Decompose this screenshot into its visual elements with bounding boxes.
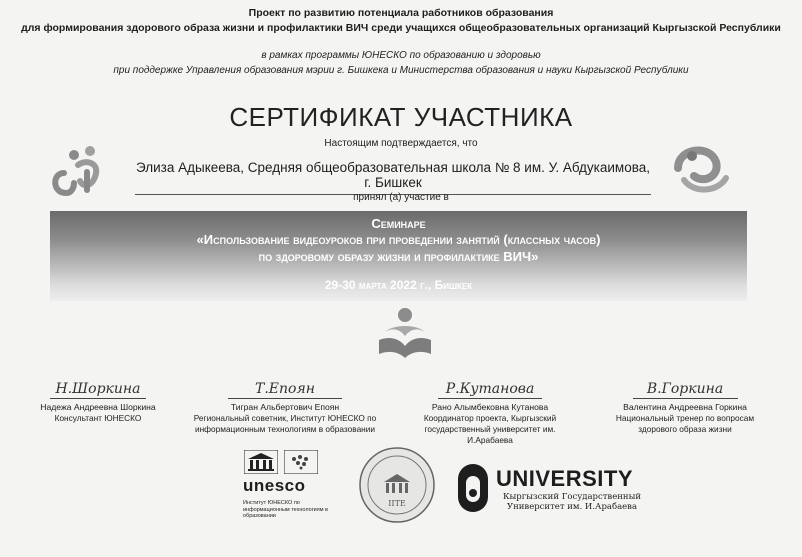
university-name: Кыргызский Государственный Университет им. И.Арабаева [502, 492, 642, 512]
unesco-temple-icon [244, 450, 278, 474]
signer-role-4: Национальный тренер по вопросам здорового образа жизни [615, 413, 755, 434]
signature-block-1 [38, 380, 158, 424]
signature-3: Р.Кутанова [445, 381, 535, 397]
seminar-banner [50, 211, 747, 301]
signature-4: В.Горкина [646, 381, 724, 397]
seminar-label: Семинаре [371, 216, 426, 231]
certificate-title: СЕРТИФИКАТ УЧАСТНИКА [229, 102, 573, 132]
signer-name-2: Тигран Альбертович Епоян [230, 402, 340, 412]
unesco-wordmark: unesco [243, 476, 306, 495]
signature-block-3 [410, 380, 570, 446]
participant-name: Элиза Адыкеева, Средняя общеобразовательная школа № 8 им. У. Абдукаимова, г. Бишкек [135, 160, 651, 195]
signer-name-4: Валентина Андреевна Горкина [623, 402, 747, 412]
signer-name-1: Надежа Андреевна Шоркина [40, 402, 156, 412]
education-emblem-icon [375, 306, 435, 360]
seminar-title-line1: «Использование видеоуроков при проведении занятий (классных часов) [196, 232, 601, 247]
project-subtitle: для формирования здорового образа жизни и профилактики ВИЧ среди учащихся общеобразовательных организаций Кыргызской Республики [21, 22, 781, 34]
university-emblem-icon [456, 462, 490, 514]
unesco-institute-text: Институт ЮНЕСКО по информационным технологиям в образовании [243, 500, 328, 519]
signer-name-3: Рано Алымбековна Кутанова [431, 402, 549, 412]
project-title: Проект по развитию потенциала работников образования [248, 7, 554, 19]
signer-role-2: Региональный советник, Институт ЮНЕСКО по информационным технологиям в образовании [193, 413, 377, 434]
seminar-date: 29-30 марта 2022 г., Бишкек [324, 278, 473, 292]
signer-role-1: Консультант ЮНЕСКО [54, 413, 142, 423]
right-emblem-icon [670, 140, 732, 200]
signature-block-2 [190, 380, 380, 435]
unesco-heart-icon [284, 450, 318, 474]
university-wordmark: UNIVERSITY [496, 466, 634, 491]
signature-block-4 [610, 380, 760, 435]
accepted-text: принял (а) участие в [353, 192, 449, 203]
iite-seal-icon [358, 446, 436, 524]
confirm-text: Настоящим подтверждается, что [324, 138, 478, 149]
signer-role-3: Координатор проекта, Кыргызский государственный университет им. И.Арабаева [423, 413, 557, 445]
left-emblem-icon [50, 143, 110, 198]
support-line: при поддержке Управления образования мэрии г. Бишкека и Министерства образования и науки Кыргызской Республики [113, 65, 689, 76]
program-line: в рамках программы ЮНЕСКО по образованию и здоровью [261, 50, 541, 61]
seal-text: ІІТЕ [388, 499, 406, 508]
signature-2: Т.Епоян [255, 381, 315, 397]
signature-1: Н.Шоркина [55, 381, 141, 397]
seminar-title-line2: по здоровому образу жизни и профилактике ВИЧ» [258, 249, 539, 264]
